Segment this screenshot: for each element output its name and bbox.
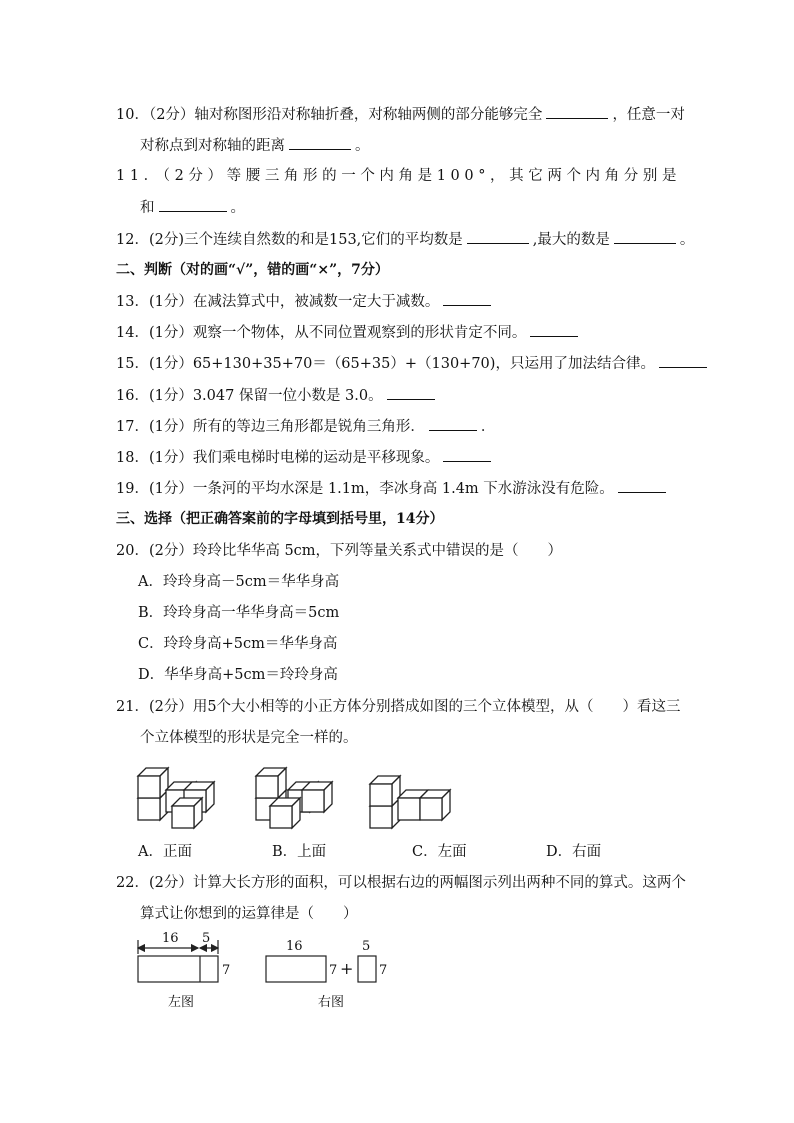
option-a[interactable]: A．玲玲身高－5cm＝华华身高	[138, 574, 340, 590]
plus-sign: +	[340, 959, 354, 978]
section-3-heading: 三、选择（把正确答案前的字母填到括号里，14分）	[116, 511, 444, 527]
question-22-stem-1: 22．(2分）计算大长方形的面积，可以根据右边的两幅图示列出两种不同的算式。这两个	[116, 875, 686, 891]
label-5-left: 5	[202, 931, 211, 946]
answer-blank[interactable]	[429, 416, 477, 431]
cube-model-1	[138, 768, 214, 828]
caption-right: 右图	[318, 995, 345, 1010]
answer-blank[interactable]	[659, 353, 707, 368]
question-12: 12．(2分)三个连续自然数的和是153,它们的平均数是 ,最大的数是 。	[116, 229, 694, 250]
rectangle-figure	[130, 926, 400, 1014]
question-10-line-2: 对称点到对称轴的距离 。	[140, 135, 370, 156]
q21-option-c[interactable]: C．左面	[412, 844, 467, 860]
answer-blank[interactable]	[618, 478, 666, 493]
big-rectangle-left	[138, 956, 218, 982]
question-22-stem-2: 算式让你想到的运算律是（ ）	[140, 906, 358, 922]
caption-left: 左图	[168, 995, 195, 1010]
label-16-right: 16	[286, 939, 303, 954]
rectangle-16x7	[266, 956, 326, 982]
answer-blank[interactable]	[614, 229, 676, 244]
answer-blank[interactable]	[387, 385, 435, 400]
answer-blank[interactable]	[546, 104, 608, 119]
cube-model-3	[370, 776, 450, 828]
question-20-stem: 20．(2分）玲玲比华华高 5cm，下列等量关系式中错误的是（ ）	[116, 543, 563, 559]
rectangle-5x7	[358, 956, 376, 982]
option-d[interactable]: D．华华身高+5cm＝玲玲身高	[138, 667, 338, 683]
section-2-heading: 二、判断（对的画“√”，错的画“×”，7分）	[116, 262, 389, 278]
answer-blank[interactable]	[443, 447, 491, 462]
answer-blank[interactable]	[289, 135, 351, 150]
question-14: 14．(1分）观察一个物体，从不同位置观察到的形状肯定不同。	[116, 322, 582, 343]
question-17: 17．(1分）所有的等边三角形都是锐角三角形． ．	[116, 416, 495, 437]
question-21-stem-1: 21．(2分）用5个大小相等的小正方体分别搭成如图的三个立体模型，从（ ）看这三	[116, 699, 681, 715]
option-b[interactable]: B．玲玲身高一华华身高＝5cm	[138, 605, 340, 621]
q21-option-b[interactable]: B．上面	[272, 844, 327, 860]
question-11-line-2: 和 。	[140, 197, 245, 218]
answer-blank[interactable]	[159, 197, 227, 212]
question-11-line-1: 11．（2分）等腰三角形的一个内角是100°，其它两个内角分别是	[116, 168, 682, 184]
answer-blank[interactable]	[467, 229, 529, 244]
q21-option-a[interactable]: A．正面	[138, 844, 192, 860]
question-13: 13．(1分）在减法算式中，被减数一定大于减数。	[116, 291, 495, 312]
question-15: 15．(1分）65+130+35+70＝（65+35）+（130+70)，只运用了加法结合律。	[116, 353, 711, 374]
question-21-stem-2: 个立体模型的形状是完全一样的。	[140, 730, 358, 746]
label-16-left: 16	[162, 931, 179, 946]
label-7-right-2: 7	[379, 963, 388, 978]
question-19: 19．(1分）一条河的平均水深是 1.1m，李冰身高 1.4m 下水游泳没有危险。	[116, 478, 670, 499]
label-5-right: 5	[362, 939, 371, 954]
cube-models-figure	[130, 758, 470, 834]
label-7-left: 7	[222, 963, 231, 978]
answer-blank[interactable]	[443, 291, 491, 306]
label-7-right: 7	[329, 963, 338, 978]
answer-blank[interactable]	[530, 322, 578, 337]
question-16: 16．(1分）3.047 保留一位小数是 3.0。	[116, 385, 439, 406]
option-c[interactable]: C．玲玲身高+5cm＝华华身高	[138, 636, 338, 652]
question-10-line-1: 10．（2分）轴对称图形沿对称轴折叠，对称轴两侧的部分能够完全 ，任意一对	[116, 104, 685, 125]
question-18: 18．(1分）我们乘电梯时电梯的运动是平移现象。	[116, 447, 495, 468]
cube-model-2	[256, 768, 332, 828]
q21-option-d[interactable]: D．右面	[546, 844, 602, 860]
